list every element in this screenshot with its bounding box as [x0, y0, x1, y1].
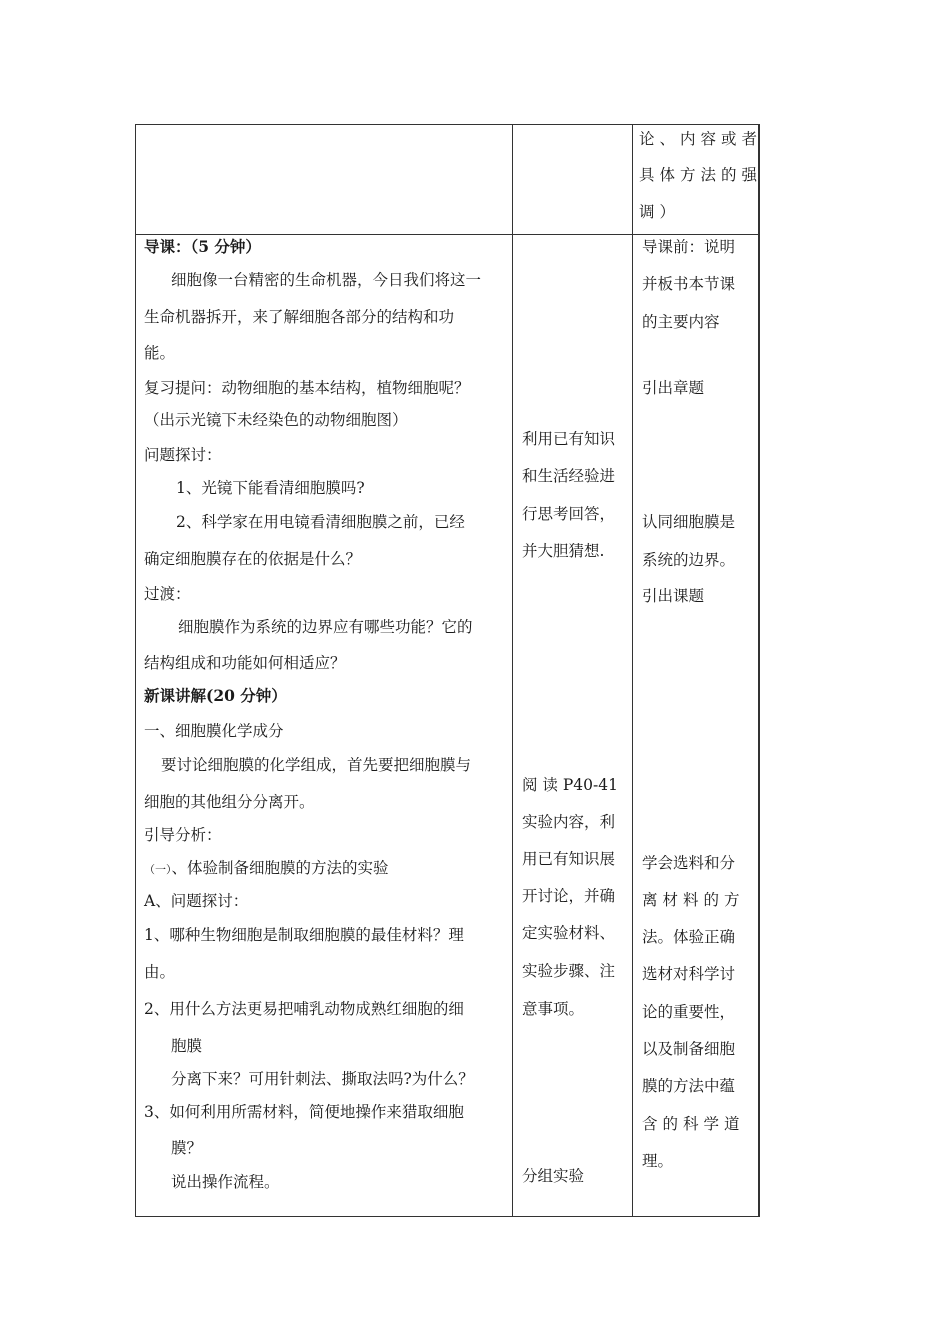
text-line: 和生活经验进: [522, 467, 616, 485]
text-line: 论、内容或者: [639, 130, 763, 148]
text-line: 引出章题: [642, 379, 705, 397]
text-line: 复习提问：动物细胞的基本结构，植物细胞呢？: [144, 379, 470, 397]
text-line: 离材料的方: [642, 891, 745, 909]
text-line: 膜的方法中蕴: [642, 1077, 736, 1095]
row1-intent-cell: [633, 125, 763, 235]
text-line: 调）: [639, 203, 681, 221]
text-line: 由。: [144, 963, 176, 981]
text-line: A、问题探讨：: [144, 892, 249, 910]
text-line: 3、如何利用所需材料，简便地操作来猎取细胞: [144, 1103, 464, 1121]
text-line: 细胞像一台精密的生命机器，今日我们将这一: [171, 271, 482, 289]
text-line: 实验内容，利: [522, 813, 616, 831]
text-line: 理。: [642, 1152, 674, 1170]
text-line: 要讨论细胞膜的化学组成，首先要把细胞膜与: [161, 756, 472, 774]
new-lesson-heading: 新课讲解(20 分钟）: [144, 686, 287, 705]
text-line: 1、光镜下能看清细胞膜吗?: [176, 479, 365, 497]
student-activity-cell: [513, 235, 633, 1217]
lesson-plan-table: [135, 124, 763, 1217]
text-line: 利用已有知识: [522, 430, 616, 448]
text-line: 行思考回答，: [522, 505, 616, 523]
text-line: 引导分析：: [144, 826, 222, 844]
text-line: 过渡：: [144, 585, 191, 603]
text-line: 定实验材料、: [522, 924, 616, 942]
text-line: 实验步骤、注: [522, 962, 616, 980]
text-line: 学会选料和分: [642, 854, 736, 872]
text-line: [144, 858, 389, 880]
text-line: 具体方法的强: [639, 166, 763, 184]
text-line: 用已有知识展: [522, 850, 616, 868]
text-line: 一、细胞膜化学成分: [144, 722, 284, 740]
text-line: 细胞的其他组分分离开。: [144, 793, 315, 811]
text-line: 分离下来？可用针刺法、撕取法吗?为什么？: [171, 1070, 474, 1088]
text-line: 阅 读 P40-41: [522, 776, 618, 794]
text-line: 以及制备细胞: [642, 1040, 736, 1058]
row1-teacher-cell: [136, 125, 513, 235]
text-line: 导课前：说明: [642, 238, 736, 256]
text-line: 生命机器拆开，来了解细胞各部分的结构和功: [144, 308, 455, 326]
text-line: 法。体验正确: [642, 928, 736, 946]
table-row: [136, 125, 759, 235]
text-line: 并大胆猜想.: [522, 542, 605, 560]
text-line: 系统的边界。: [642, 551, 736, 569]
text-line: 意事项。: [522, 1000, 585, 1018]
subsection-title: 、体验制备细胞膜的方法的实验: [171, 859, 389, 877]
table-row: [136, 235, 759, 1217]
text-line: 膜？: [171, 1139, 203, 1157]
text-line: 含的科学道: [642, 1115, 745, 1133]
text-line: 认同细胞膜是: [642, 513, 736, 531]
text-line: 论的重要性，: [642, 1003, 736, 1021]
text-line: 能。: [144, 344, 176, 362]
text-line: 并板书本节课: [642, 275, 736, 293]
intro-heading: 导课：（5 分钟）: [144, 237, 261, 256]
text-line: 结构组成和功能如何相适应？: [144, 654, 346, 672]
text-line: 2、科学家在用电镜看清细胞膜之前，已经: [176, 513, 465, 531]
text-line: 2、用什么方法更易把哺乳动物成熟红细胞的细: [144, 1000, 464, 1018]
text-line: 细胞膜作为系统的边界应有哪些功能？它的: [178, 618, 473, 636]
text-line: 分组实验: [522, 1167, 585, 1185]
teacher-activity-cell: [136, 235, 513, 1217]
text-line: 引出课题: [642, 587, 705, 605]
text-line: 开讨论，并确: [522, 887, 616, 905]
text-line: 选材对科学讨: [642, 965, 736, 983]
subsection-number: （一）: [144, 863, 172, 876]
text-line: 1、哪种生物细胞是制取细胞膜的最佳材料？理: [144, 926, 464, 944]
text-line: 的主要内容: [642, 313, 720, 331]
text-line: 胞膜: [171, 1037, 203, 1055]
text-line: 问题探讨：: [144, 446, 222, 464]
text-line: 确定细胞膜存在的依据是什么？: [144, 550, 362, 568]
text-line: 说出操作流程。: [171, 1173, 280, 1191]
text-line: （出示光镜下未经染色的动物细胞图）: [144, 411, 408, 429]
row1-student-cell: [513, 125, 633, 235]
design-intent-cell: [633, 235, 759, 1217]
